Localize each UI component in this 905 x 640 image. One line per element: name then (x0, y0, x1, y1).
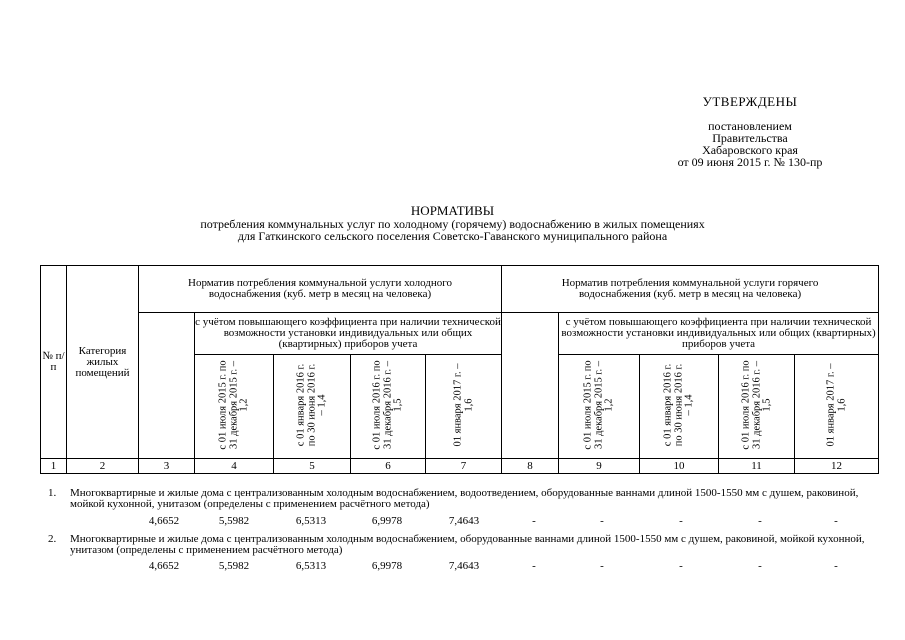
col-number-header: № п/п (41, 266, 67, 459)
value-cell: 6,9978 (371, 515, 403, 527)
approval-heading: УТВЕРЖДЕНЫ (702, 94, 798, 109)
value-cell: - (834, 560, 838, 572)
row-number: 1. (48, 487, 57, 499)
period-header: 01 января 2017 г. – 1,6 (795, 355, 879, 459)
document-title (0, 205, 905, 242)
column-number: 1 (41, 459, 67, 474)
row-description: Многоквартирные и жилые дома с централизованным холодным водоснабжением, оборудованные ваннами длиной 1500-1550 мм с душем, раковиной, мойкой кухонной, унитазом (определены с применением расчётного метода) (70, 533, 865, 556)
column-number: 9 (559, 459, 640, 474)
column-number: 6 (351, 459, 426, 474)
row-number: 2. (48, 533, 57, 545)
column-number: 10 (640, 459, 719, 474)
period-header: с 01 июля 2016 г. по 31 декабря 2016 г. – 1,5 (719, 355, 795, 459)
period-header: с 01 января 2016 г. по 30 июня 2016 г. – 1,4 (274, 355, 351, 459)
period-header: с 01 января 2016 г. по 30 июня 2016 г. – 1,4 (640, 355, 719, 459)
approval-date: от 09 июня 2015 г. № 130-пр (677, 155, 823, 169)
title-line: потребления коммунальных услуг по холодному (горячему) водоснабжению в жилых помещениях (200, 217, 705, 231)
value-cell: 7,4643 (448, 560, 480, 572)
approval-line: постановлением (708, 119, 792, 133)
approval-line: Правительства (712, 131, 788, 145)
hot-base-header (502, 313, 559, 459)
cold-water-group-header: Норматив потребления коммунальной услуги холодного водоснабжения (куб. метр в месяц на человека) (139, 266, 502, 313)
value-cell: 5,5982 (218, 515, 250, 527)
value-cell: - (679, 515, 683, 527)
column-number: 11 (719, 459, 795, 474)
column-number: 7 (426, 459, 502, 474)
cold-coef-header: с учётом повышающего коэффициента при наличии технической возможности установки индивидуальных или общих (квартирных) приборов учета (195, 313, 502, 355)
column-number: 12 (795, 459, 879, 474)
period-header: с 01 июля 2016 г. по 31 декабря 2016 г. – 1,5 (351, 355, 426, 459)
value-cell: 6,5313 (295, 560, 327, 572)
approval-block (600, 96, 900, 168)
value-cell: - (532, 515, 536, 527)
col-category-header: Категория жилых помещений (67, 266, 139, 459)
value-cell: 6,5313 (295, 515, 327, 527)
column-number: 5 (274, 459, 351, 474)
cold-base-header (139, 313, 195, 459)
column-number: 2 (67, 459, 139, 474)
value-cell: - (758, 560, 762, 572)
column-number: 8 (502, 459, 559, 474)
value-cell: 5,5982 (218, 560, 250, 572)
value-cell: 6,9978 (371, 560, 403, 572)
value-cell: - (834, 515, 838, 527)
norms-table-header (40, 265, 879, 474)
title-line: для Гаткинского сельского поселения Советско-Гаванского муниципального района (237, 229, 668, 243)
hot-water-group-header: Норматив потребления коммунальной услуги горячего водоснабжения (куб. метр в месяц на человека) (502, 266, 879, 313)
value-cell: 7,4643 (448, 515, 480, 527)
column-number: 4 (195, 459, 274, 474)
period-header: с 01 июля 2015 г. по 31 декабря 2015 г. – 1,2 (559, 355, 640, 459)
value-cell: - (758, 515, 762, 527)
value-cell: - (600, 515, 604, 527)
period-header: с 01 июля 2015 г. по 31 декабря 2015 г. – 1,2 (195, 355, 274, 459)
column-number: 3 (139, 459, 195, 474)
period-header: 01 января 2017 г. – 1,6 (426, 355, 502, 459)
approval-line: Хабаровского края (702, 143, 798, 157)
title-heading: НОРМАТИВЫ (410, 203, 495, 218)
value-cell: - (679, 560, 683, 572)
value-cell: 4,6652 (148, 560, 180, 572)
value-cell: - (532, 560, 536, 572)
value-cell: - (600, 560, 604, 572)
row-description: Многоквартирные и жилые дома с централизованным холодным водоснабжением, водоотведением, оборудованные ваннами длиной 1500-1550 мм с душем, раковиной, мойкой кухонной, унитазом (определены с применением расчётного метода) (70, 487, 859, 510)
value-cell: 4,6652 (148, 515, 180, 527)
hot-coef-header: с учётом повышающего коэффициента при наличии технической возможности установки индивидуальных или общих (квартирных) приборов учета (559, 313, 879, 355)
